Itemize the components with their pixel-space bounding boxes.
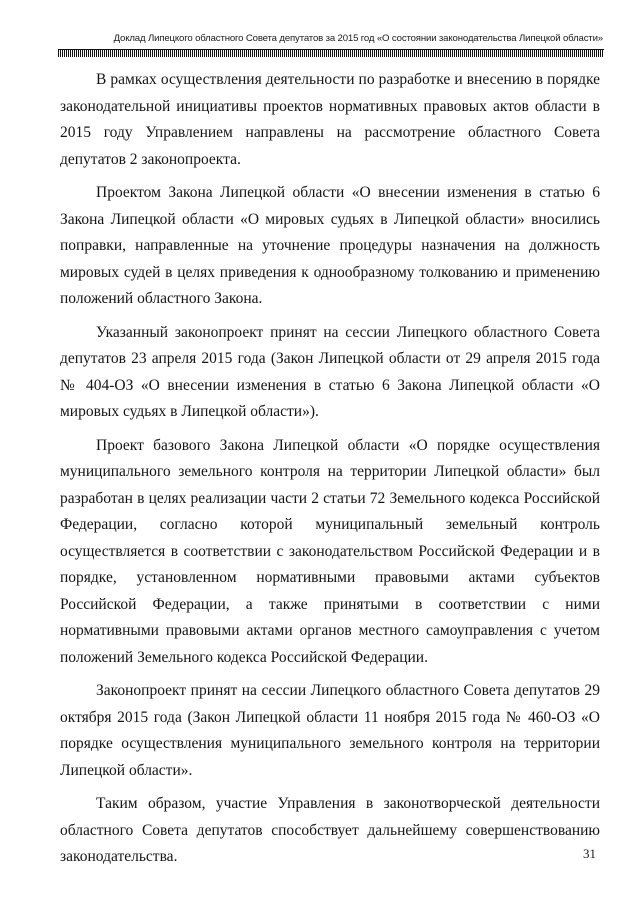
paragraph: В рамках осуществления деятельности по разработке и внесению в порядке законодательной инициативы проектов нормативных правовых актов области в 2015 году Управлением направлены на рассмотрение областного Совета депутатов 2 законопроекта.	[60, 71, 600, 168]
paragraph: Указанный законопроект принят на сессии Липецкого областного Совета депутатов 23 апреля 2015 года (Закон Липецкой области от 29 апреля 2015 года № 404-ОЗ «О внесении изменения в статью 6 Закона Липецкой области «О мировых судьях в Липецкой области»).	[60, 323, 600, 420]
header-rule	[58, 49, 604, 57]
paragraph: Законопроект принят на сессии Липецкого областного Совета депутатов 29 октября 2015 года (Закон Липецкой области 11 ноября 2015 года № 460-ОЗ «О порядке осуществления муниципального земельного контроля на территории Липецкой области».	[60, 682, 600, 779]
paragraph: Проект базового Закона Липецкой области «О порядке осуществления муниципального земельного контроля на территории Липецкой области» был разработан в целях реализации части 2 статьи 72 Земельного кодекса Российской Федерации, согласно которой муниципальный земельный контроль осуществляется в соответствии с законодательством Российской Федерации и в порядке, установленном нормативными правовыми актами субъектов Российской Федерации, а также принятыми в соответствии с ними нормативными правовыми актами органов местного самоуправления с учетом положений Земельного кодекса Российской Федерации.	[60, 436, 600, 666]
body-text	[60, 67, 600, 878]
running-header: Доклад Липецкого областного Совета депутатов за 2015 год «О состоянии законодательства Липецкой области»	[113, 33, 603, 44]
paragraph: Таким образом, участие Управления в законотворческой деятельности областного Совета депутатов способствует дальнейшему совершенствованию законодательства.	[60, 795, 600, 865]
page-number: 31	[583, 846, 596, 861]
paragraph: Проектом Закона Липецкой области «О внесении изменения в статью 6 Закона Липецкой области «О мировых судьях в Липецкой области» вносились поправки, направленные на уточнение процедуры назначения на должность мировых судей в целях приведения к однообразному толкованию и применению положений областного Закона.	[60, 184, 600, 307]
